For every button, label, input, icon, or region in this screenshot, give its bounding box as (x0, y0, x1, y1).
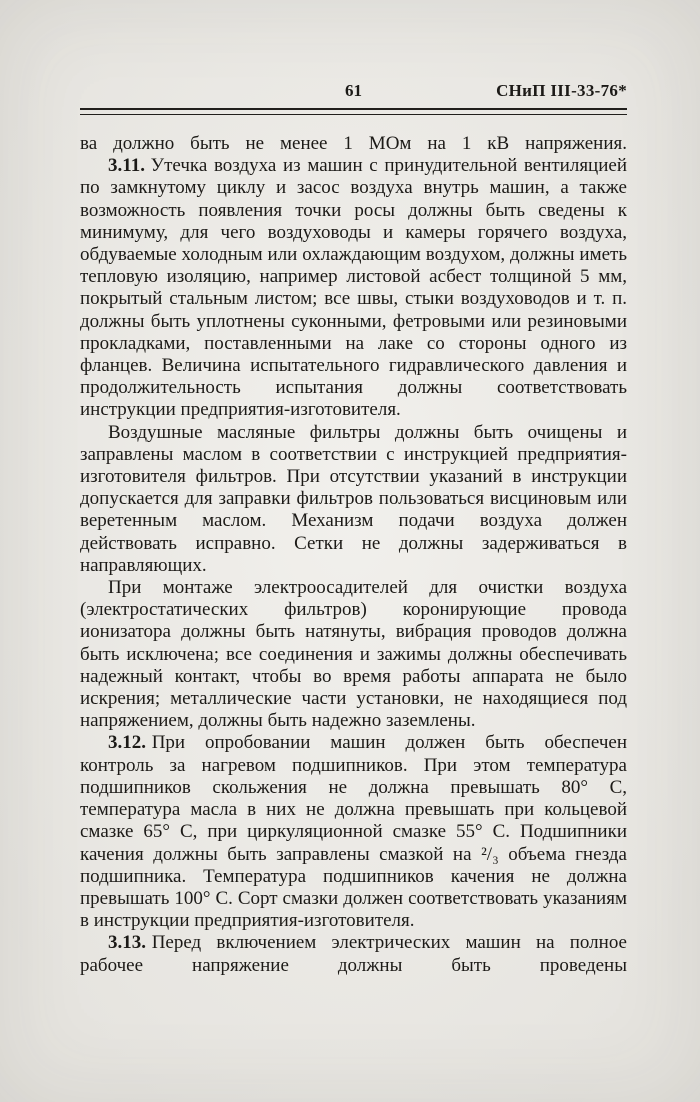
paragraph (80, 133, 627, 155)
paragraph (80, 577, 627, 732)
section-number: 3.13. (108, 932, 146, 954)
paragraph-text: Воздушные масляные фильтры должны быть очищены и заправлены маслом в соответствии с инструкцией предприятия-изготовителя фильтров. При отсутствии указаний в инструкции допускается для заправки фильтров пользоваться висциновым или веретенным маслом. Механизм подачи воздуха должен действовать исправно. Сетки не должны задерживаться в направляющих. (80, 421, 627, 576)
paragraph (80, 732, 627, 932)
section-number: 3.11. (108, 155, 145, 177)
page-number: 61 (345, 81, 362, 100)
paragraph-text: Утечка воздуха из машин с принудительной вентиляцией по замкнутому циклу и засос воздуха внутрь машин, а также возможность появления точки росы должны быть сведены к минимуму, для чего воздуховоды и камеры горячего воздуха, обдуваемые холодным или охлаждающим воздухом, должны иметь тепловую изоляцию, например листовой асбест толщиной 5 мм, покрытый стальным листом; все швы, стыки воздуховодов и т. п. должны быть уплотнены суконными, фетровыми или резиновыми прокладками, поставленными на лаке со стороны одного из фланцев. Величина испытательного гидравлического давления и продолжительность испытания должны соответствовать инструкции предприятия-изготовителя. (80, 155, 627, 421)
paragraph (80, 932, 627, 976)
document-code: СНиП III-33-76* (496, 81, 627, 100)
page-header (80, 80, 627, 102)
paragraph-text: При опробовании машин должен быть обеспечен контроль за нагревом подшипников. При этом температура подшипников скольжения не должна превышать 80° С, температура масла в них не должна превышать при кольцевой смазке 65° С, при циркуляционной смазке 55° С. Подшипники качения должны быть заправлены смазкой на ²/₃ объема гнезда подшипника. Температура подшипников качения не должна превышать 100° С. Сорт смазки должен соответствовать указаниям в инструкции предприятия-изготовителя. (80, 732, 627, 932)
document-body (80, 133, 627, 977)
paragraph (80, 155, 627, 421)
paragraph-text: При монтаже электроосадителей для очистки воздуха (электростатических фильтров) коронирующие провода ионизатора должны быть натянуты, вибрация проводов должна быть исключена; все соединения и зажимы должны обеспечивать надежный контакт, чтобы во время работы аппарата не было искрения; металлические части установки, не находящиеся под напряжением, должны быть надежно заземлены. (80, 577, 627, 732)
header-divider (80, 108, 627, 115)
paragraph (80, 422, 627, 577)
paragraph-text: ва должно быть не менее 1 МОм на 1 кВ напряжения. (80, 133, 627, 154)
section-number: 3.12. (108, 732, 146, 754)
paragraph-text: Перед включением электрических машин на полное рабочее напряжение должны быть проведены (80, 932, 627, 976)
